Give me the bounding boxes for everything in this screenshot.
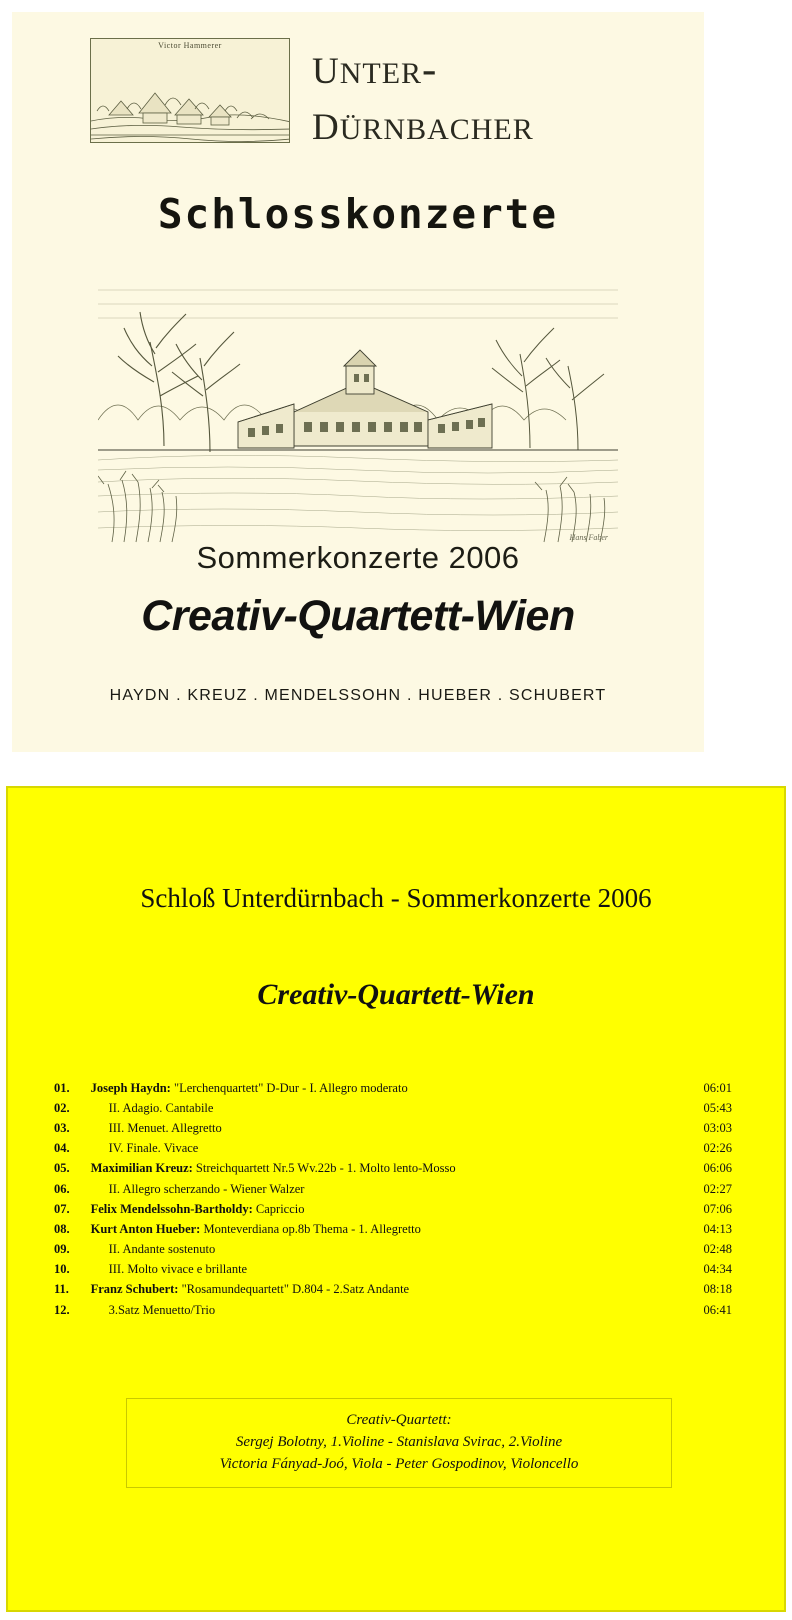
track-title (91, 1118, 680, 1138)
cover-title-schlosskonzerte: Schlosskonzerte (157, 190, 559, 238)
track-number: 02. (54, 1100, 70, 1115)
etching-signature: Hans Faber (569, 533, 608, 542)
track-duration: 06:41 (703, 1302, 732, 1317)
track-composer: Joseph Haydn: (90, 1080, 171, 1095)
track-number: 03. (54, 1120, 70, 1135)
manor-house-etching (98, 270, 618, 548)
tracklist-row (48, 1139, 738, 1159)
cover-title-line2: dürnbacher (312, 93, 534, 151)
track-title (91, 1199, 680, 1219)
cd-cover-panel (12, 12, 704, 752)
track-number: 04. (54, 1141, 70, 1156)
track-work: IV. Finale. Vivace (108, 1141, 199, 1156)
track-work: Streichquartett Nr.5 Wv.22b - 1. Molto lento-Mosso (192, 1161, 456, 1176)
track-work: III. Molto vivace e brillante (108, 1262, 248, 1277)
track-number: 07. (54, 1201, 70, 1216)
track-title (91, 1280, 680, 1300)
track-title (91, 1139, 680, 1159)
track-composer: Franz Schubert: (90, 1282, 179, 1297)
track-title (91, 1179, 680, 1199)
track-number: 10. (54, 1262, 70, 1277)
members-heading: Creativ-Quartett: (346, 1412, 452, 1428)
track-composer: Felix Mendelssohn-Bartholdy: (90, 1201, 253, 1216)
track-duration: 07:06 (703, 1201, 732, 1216)
track-title (91, 1078, 680, 1098)
track-composer: Kurt Anton Hueber: (90, 1221, 201, 1236)
crest-illustration (90, 38, 290, 143)
track-title (91, 1240, 680, 1260)
track-number: 12. (54, 1302, 70, 1317)
track-work: II. Andante sostenuto (108, 1242, 216, 1257)
tracklist-row (48, 1240, 738, 1260)
tracklist-row (48, 1260, 738, 1280)
track-work: "Rosamundequartett" D.804 - 2.Satz Andante (178, 1282, 410, 1297)
tracklist-row (48, 1300, 738, 1320)
tracklist-row (48, 1078, 738, 1098)
insert-title: Schloß Unterdürnbach - Sommerkonzerte 2006 (140, 883, 652, 913)
cover-season: Sommerkonzerte 2006 (196, 540, 520, 575)
tracklist-row (48, 1118, 738, 1138)
track-title (91, 1219, 680, 1239)
yellow-insert-panel (6, 786, 786, 1612)
cover-title (312, 37, 692, 152)
track-number: 11. (54, 1282, 69, 1297)
members-line-2: Victoria Fányad-Joó, Viola - Peter Gospodinov, Violoncello (219, 1456, 579, 1472)
track-title (91, 1159, 680, 1179)
tracklist-row (48, 1199, 738, 1219)
track-number: 09. (54, 1242, 70, 1257)
track-work: Capriccio (252, 1201, 305, 1216)
track-number: 06. (54, 1181, 70, 1196)
track-work: Monteverdiana op.8b Thema - 1. Allegretto (200, 1221, 421, 1236)
tracklist-table (48, 1078, 738, 1320)
tracklist-row (48, 1179, 738, 1199)
track-duration: 02:27 (703, 1181, 732, 1196)
ensemble-members-box (126, 1398, 672, 1488)
track-duration: 06:01 (703, 1080, 732, 1095)
track-duration: 02:48 (703, 1242, 732, 1257)
tracklist-row (48, 1219, 738, 1239)
cover-header (12, 12, 704, 172)
track-duration: 05:43 (703, 1100, 732, 1115)
insert-ensemble-name: Creativ-Quartett-Wien (257, 978, 535, 1011)
manor-house-drawing-icon (98, 270, 618, 548)
village-engraving-icon (91, 49, 290, 143)
track-work: 3.Satz Menuetto/Trio (108, 1302, 216, 1317)
track-work: "Lerchenquartett" D-Dur - I. Allegro moderato (170, 1080, 408, 1095)
track-duration: 02:26 (703, 1141, 732, 1156)
track-number: 08. (54, 1221, 70, 1236)
track-duration: 04:13 (703, 1221, 732, 1236)
track-title (91, 1098, 680, 1118)
crest-caption: Victor Hammerer (158, 41, 222, 50)
track-duration: 08:18 (703, 1282, 732, 1297)
track-composer: Maximilian Kreuz: (90, 1161, 193, 1176)
cover-ensemble-name: Creativ-Quartett-Wien (141, 592, 575, 640)
tracklist-row (48, 1098, 738, 1118)
tracklist-row (48, 1280, 738, 1300)
track-duration: 06:06 (703, 1161, 732, 1176)
tracklist-row (48, 1159, 738, 1179)
track-work: III. Menuet. Allegretto (108, 1120, 222, 1135)
track-title (91, 1300, 680, 1320)
members-line-1: Sergej Bolotny, 1.Violine - Stanislava Svirac, 2.Violine (235, 1434, 563, 1450)
track-work: II. Allegro scherzando - Wiener Walzer (108, 1181, 305, 1196)
track-number: 01. (54, 1080, 70, 1095)
cover-composer-list: HAYDN . KREUZ . MENDELSSOHN . HUEBER . SCHUBERT (109, 687, 607, 704)
track-number: 05. (54, 1161, 70, 1176)
track-title (91, 1260, 680, 1280)
track-work: II. Adagio. Cantabile (108, 1100, 214, 1115)
cover-title-line1: unter- (312, 37, 438, 95)
track-duration: 04:34 (703, 1262, 732, 1277)
track-duration: 03:03 (703, 1120, 732, 1135)
